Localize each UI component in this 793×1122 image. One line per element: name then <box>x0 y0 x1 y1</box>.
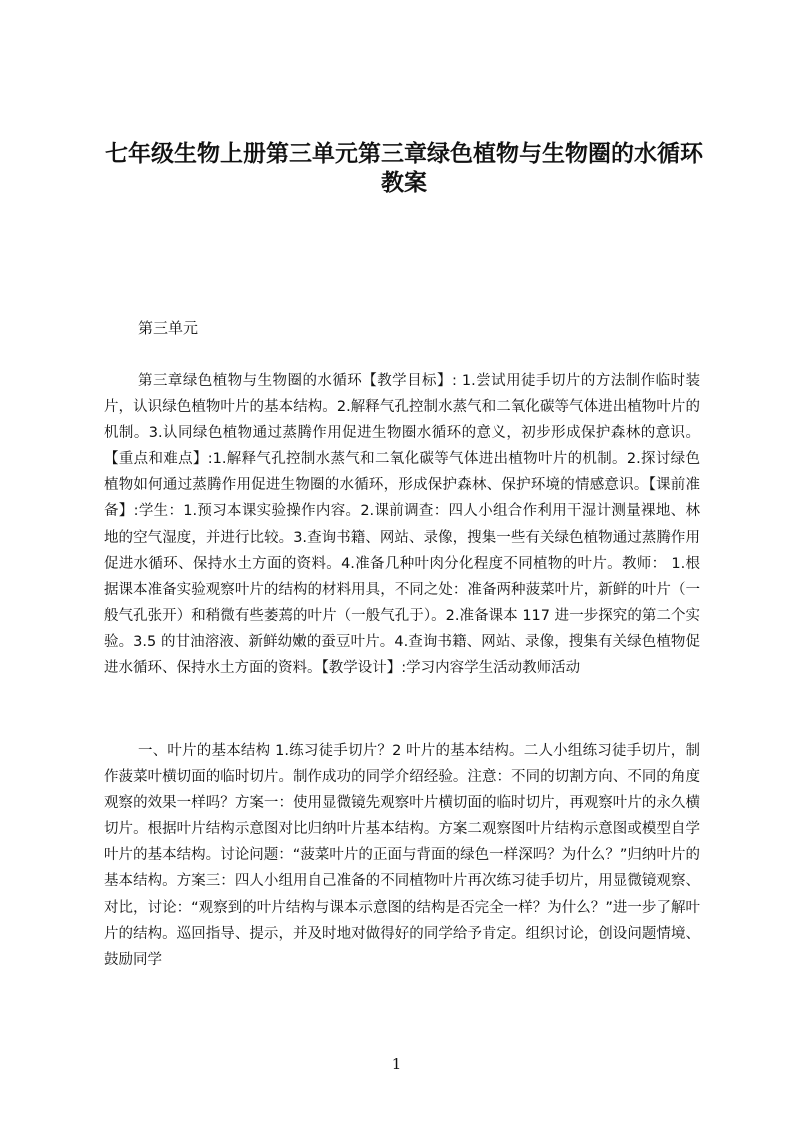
document-title: 七年级生物上册第三单元第三章绿色植物与生物圈的水循环教案 <box>105 141 703 196</box>
unit-heading: 第三单元 <box>138 319 199 337</box>
body-paragraph-leaf-structure: 一、叶片的基本结构 1.练习徒手切片？2 叶片的基本结构。二人小组练习徒手切片，制作菠菜叶横切面的临时切片。制作成功的同学介绍经验。注意：不同的切割方向、不同的角度观察的效果一样吗？方案一：使用显微镜先观察叶片横切面的临时切片，再观察叶片的永久横切片。根据叶片结构示意图对比归纳叶片基本结构。方案二观察图叶片结构示意图或模型自学叶片的基本结构。讨论问题：“菠菜叶片的正面与背面的绿色一样深吗？为什么？”归纳叶片的基本结构。方案三：四人小组用自己准备的不同植物叶片再次练习徒手切片，用显微镜观察、对比，讨论：“观察到的叶片结构与课本示意图的结构是否完全一样？为什么？”进一步了解叶片的结构。巡回指导、提示，并及时地对做得好的同学给予肯定。组织讨论，创设问题情境、鼓励同学 <box>104 743 700 968</box>
body-paragraph-objectives: 第三章绿色植物与生物圈的水循环【教学目标】: 1.尝试用徒手切片的方法制作临时装片，认识绿色植物叶片的基本结构。2.解释气孔控制水蒸气和二氧化碳等气体进出植物叶片的机制。3.认同绿色植物通过蒸腾作用促进生物圈水循环的意义，初步形成保护森林的意识。【重点和难点】:1.解释气孔控制水蒸气和二氧化碳等气体进出植物叶片的机制。2.探讨绿色植物如何通过蒸腾作用促进生物圈的水循环，形成保护森林、保护环境的情感意识。【课前准备】:学生：1.预习本课实验操作内容。2.课前调查：四人小组合作利用干湿计测量裸地、林地的空气湿度，并进行比较。3.查询书籍、网站、录像，搜集一些有关绿色植物通过蒸腾作用促进水循环、保持水土方面的资料。4.准备几种叶肉分化程度不同植物的叶片。教师： 1.根据课本准备实验观察叶片的结构的材料用具，不同之处：准备两种菠菜叶片，新鲜的叶片（一般气孔张开）和稍微有些萎蔫的叶片（一般气孔于）。2.准备课本 117 进一步探究的第二个实验。3.5 的甘油溶液、新鲜幼嫩的蚕豆叶片。4.查询书籍、网站、录像，搜集有关绿色植物促进水循环、保持水土方面的资料。【教学设计】:学习内容学生活动教师活动 <box>104 373 700 677</box>
page-number: 1 <box>391 1055 402 1073</box>
